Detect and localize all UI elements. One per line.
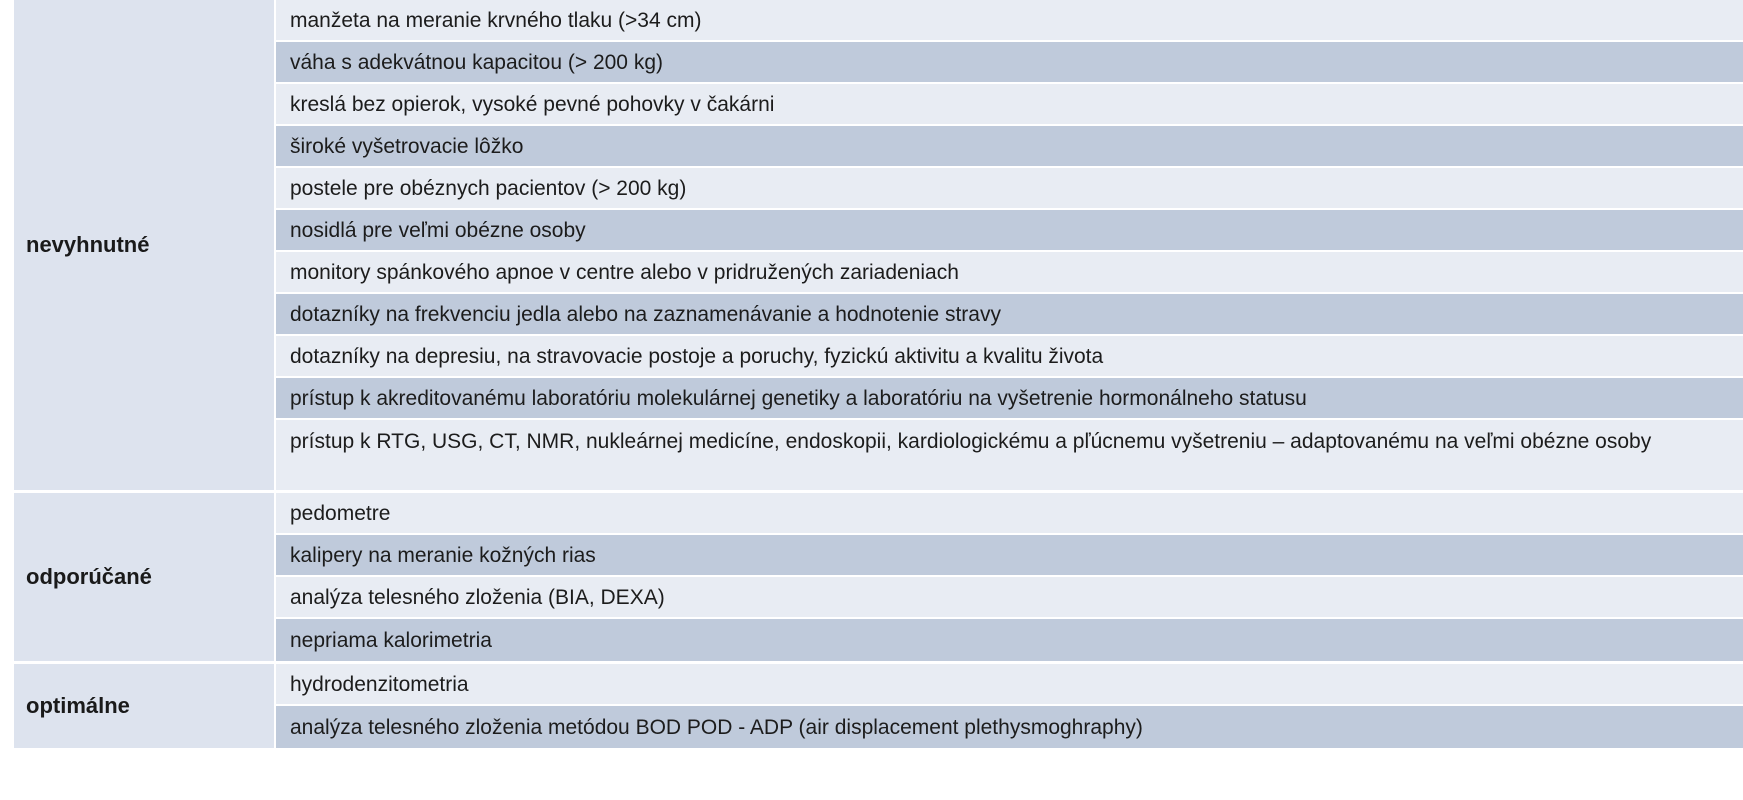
table-row: monitory spánkového apnoe v centre alebo v pridružených zariadeniach: [276, 252, 1743, 294]
table-row: nosidlá pre veľmi obézne osoby: [276, 210, 1743, 252]
table-row: dotazníky na frekvenciu jedla alebo na zaznamenávanie a hodnotenie stravy: [276, 294, 1743, 336]
group-nevyhnutne: [14, 0, 1743, 493]
table-row: dotazníky na depresiu, na stravovacie postoje a poruchy, fyzickú aktivitu a kvalitu života: [276, 336, 1743, 378]
table-row: analýza telesného zloženia (BIA, DEXA): [276, 577, 1743, 619]
table-row: hydrodenzitometria: [276, 664, 1743, 706]
group-items: [276, 493, 1743, 661]
group-label: nevyhnutné: [14, 0, 276, 490]
table-row: analýza telesného zloženia metódou BOD POD - ADP (air displacement plethysmoghraphy): [276, 706, 1743, 748]
table-row: nepriama kalorimetria: [276, 619, 1743, 661]
group-items: [276, 664, 1743, 748]
table-row: pedometre: [276, 493, 1743, 535]
table-row: manžeta na meranie krvného tlaku (>34 cm): [276, 0, 1743, 42]
table-row: váha s adekvátnou kapacitou (> 200 kg): [276, 42, 1743, 84]
group-items: [276, 0, 1743, 490]
group-odporucane: [14, 493, 1743, 664]
table-row: prístup k akreditovanému laboratóriu molekulárnej genetiky a laboratóriu na vyšetrenie hormonálneho statusu: [276, 378, 1743, 420]
group-label: odporúčané: [14, 493, 276, 661]
table-row: prístup k RTG, USG, CT, NMR, nukleárnej medicíne, endoskopii, kardiologickému a pľúcnemu vyšetreniu – adaptovanému na veľmi obézne osoby: [276, 420, 1743, 490]
table-row: široké vyšetrovacie lôžko: [276, 126, 1743, 168]
equipment-table: [14, 0, 1743, 748]
table-row: postele pre obéznych pacientov (> 200 kg): [276, 168, 1743, 210]
table-row: kalipery na meranie kožných rias: [276, 535, 1743, 577]
group-optimalne: [14, 664, 1743, 748]
table-row: kreslá bez opierok, vysoké pevné pohovky v čakárni: [276, 84, 1743, 126]
group-label: optimálne: [14, 664, 276, 748]
